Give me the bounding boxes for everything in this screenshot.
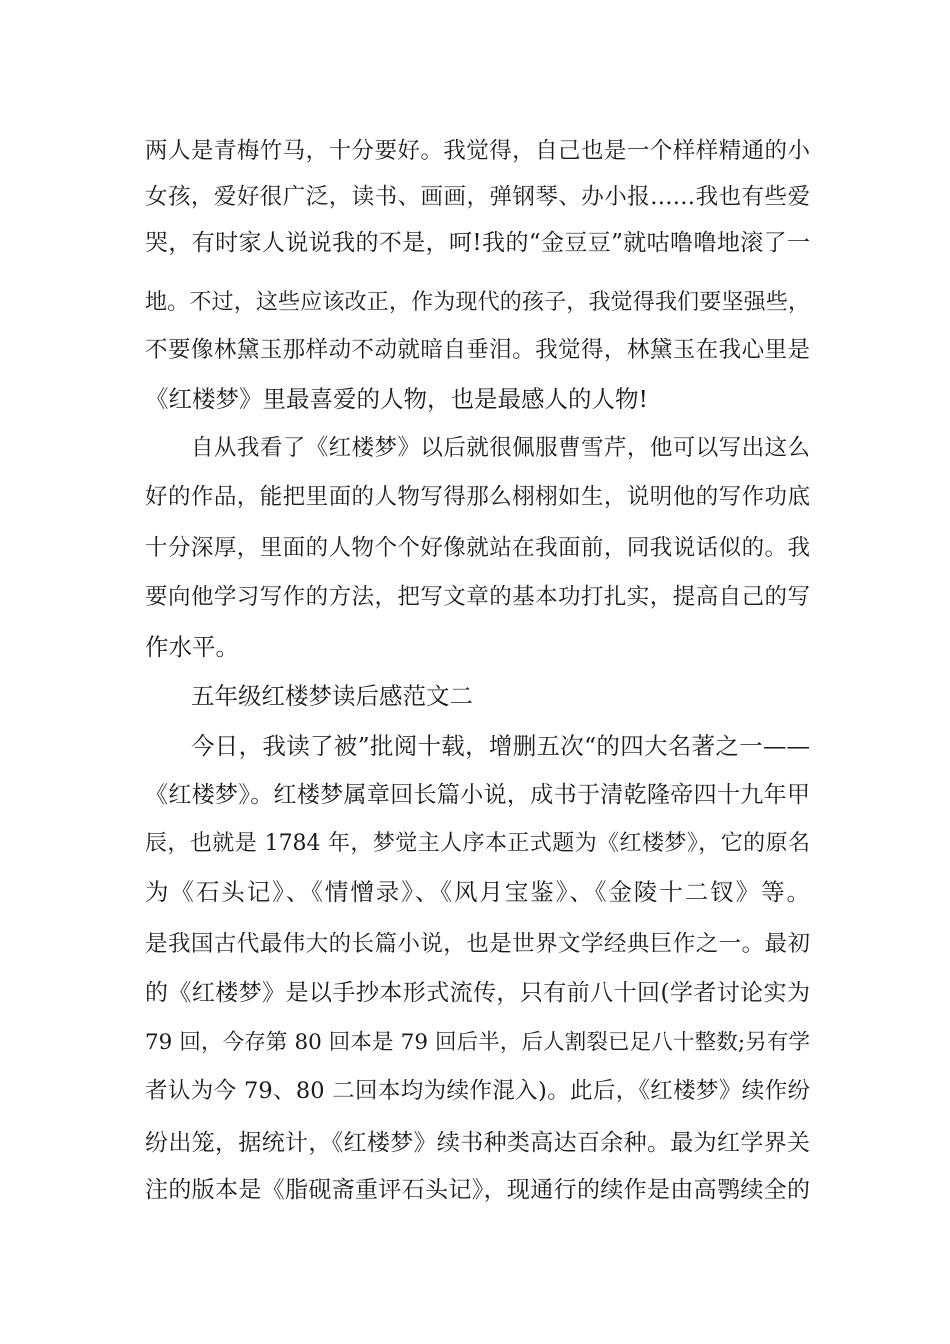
paragraph-line: 《红楼梦》。红楼梦属章回长篇小说，成书于清乾隆帝四十九年甲 xyxy=(145,782,810,808)
section-heading: 五年级红楼梦读后感范文二 xyxy=(191,682,473,710)
paragraph-line: 《红楼梦》里最喜爱的人物，也是最感人的人物! xyxy=(145,385,648,413)
paragraph-line: 注的版本是《脂砚斋重评石头记》，现通行的续作是由高鹗续全的 xyxy=(145,1177,810,1203)
paragraph-line: 女孩，爱好很广泛，读书、画画，弹钢琴、办小报……我也有些爱 xyxy=(145,184,810,210)
paragraph-line: 不要像林黛玉那样动不动就暗自垂泪。我觉得，林黛玉在我心里是 xyxy=(145,337,810,363)
paragraph-line: 为《石头记》、《情憎录》、《风月宝鉴》、《金陵十二钗》等。 xyxy=(145,878,810,906)
paragraph-line: 者认为今 79、80 二回本均为续作混入)。此后，《红楼梦》续作纷 xyxy=(145,1078,810,1104)
paragraph-line: 要向他学习写作的方法，把写文章的基本功打扎实，提高自己的写 xyxy=(145,584,810,610)
paragraph-line: 哭，有时家人说说我的不是，呵!我的“金豆豆”就咕噜噜地滚了一 xyxy=(145,230,810,256)
paragraph-line: 地。不过，这些应该改正，作为现代的孩子，我觉得我们要坚强些， xyxy=(145,290,810,315)
paragraph-line: 两人是青梅竹马，十分要好。我觉得，自己也是一个样样精通的小 xyxy=(145,138,810,164)
paragraph-line: 是我国古代最伟大的长篇小说，也是世界文学经典巨作之一。最初 xyxy=(145,931,810,957)
paragraph-line: 的《红楼梦》是以手抄本形式流传，只有前八十回(学者讨论实为 xyxy=(145,980,810,1006)
paragraph-line: 今日，我读了被”批阅十载，增删五次“的四大名著之一—— xyxy=(191,732,810,760)
paragraph-line: 十分深厚，里面的人物个个好像就站在我面前，同我说话似的。我 xyxy=(145,535,810,561)
paragraph-line: 纷出笼，据统计，《红楼梦》续书种类高达百余种。最为红学界关 xyxy=(145,1130,810,1156)
paragraph-line: 好的作品，能把里面的人物写得那么栩栩如生，说明他的写作功底 xyxy=(145,484,810,510)
paragraph-line: 79 回，今存第 80 回本是 79 回后半，后人割裂已足八十整数;另有学 xyxy=(145,1030,810,1055)
paragraph-line: 作水平。 xyxy=(145,633,239,661)
paragraph-line: 辰，也就是 1784 年，梦觉主人序本正式题为《红楼梦》，它的原名 xyxy=(145,831,810,856)
paragraph-line: 自从我看了《红楼梦》以后就很佩服曹雪芹，他可以写出这么 xyxy=(191,435,810,461)
